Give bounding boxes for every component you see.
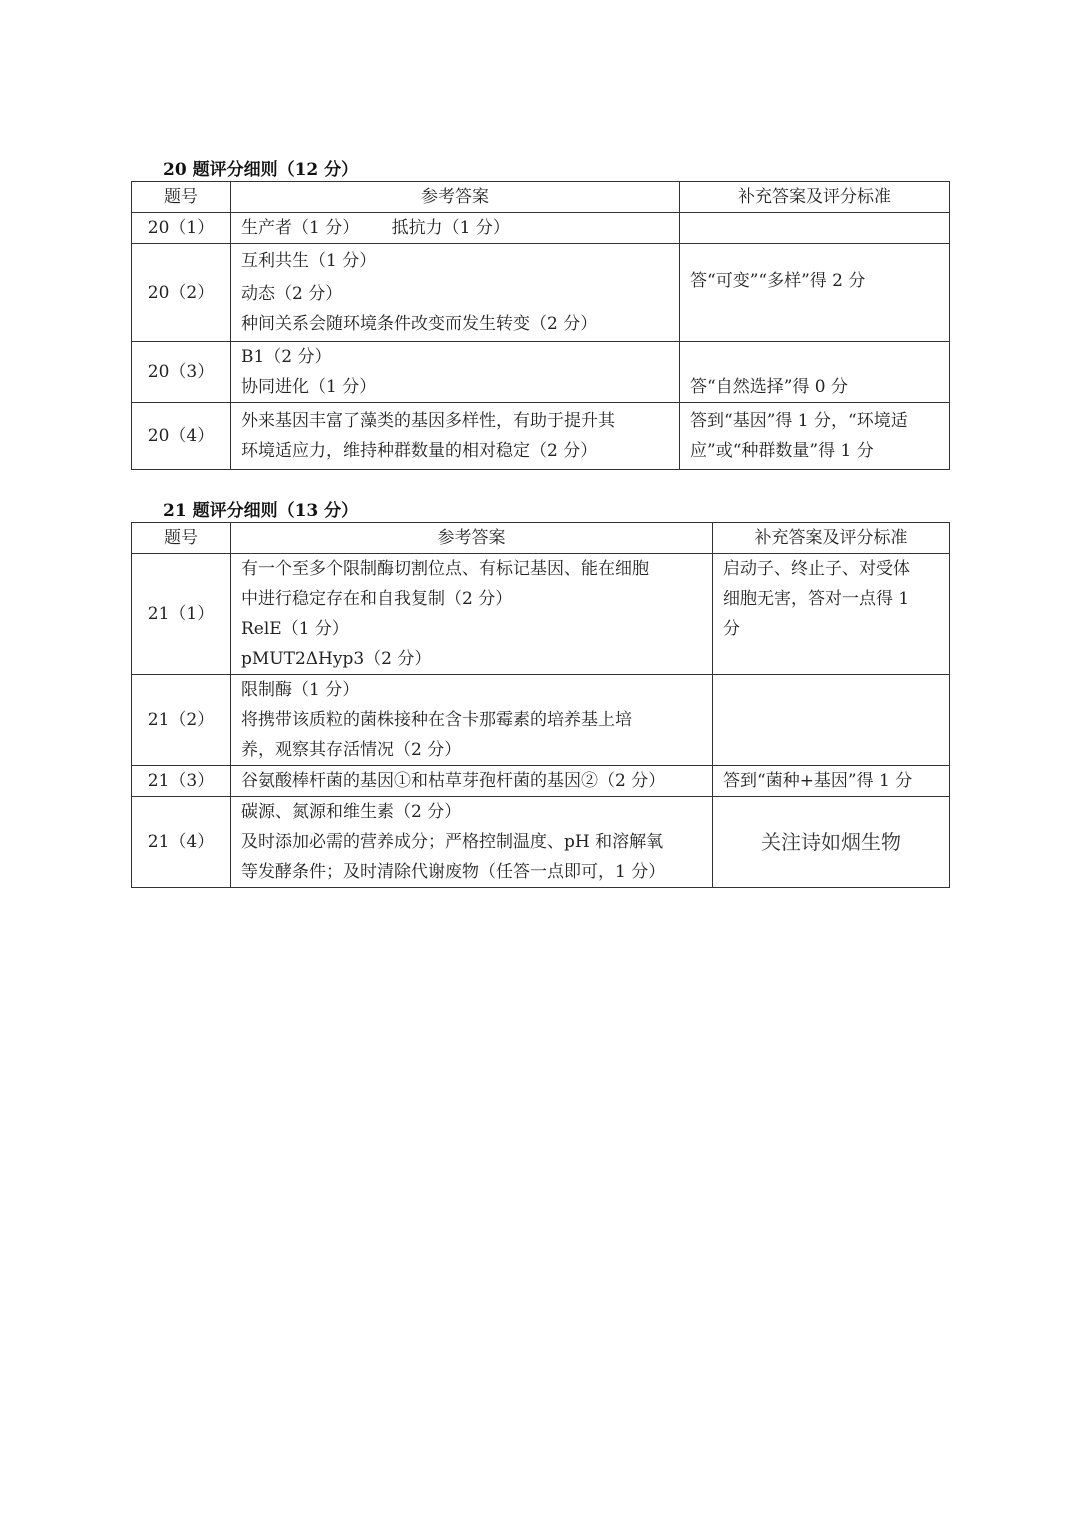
answer-cell <box>231 403 680 470</box>
watermark-text: 关注诗如烟生物 <box>761 830 901 854</box>
extra-line: 应”或“种群数量”得 1 分 <box>690 441 874 461</box>
answer-line: B1（2 分） <box>241 347 332 367</box>
extra-cell <box>713 554 950 675</box>
answer-cell <box>231 244 680 342</box>
extra-cell <box>713 797 950 888</box>
header-question-number: 题号 <box>132 182 231 213</box>
answer-line: 动态（2 分） <box>241 284 343 304</box>
extra-line: 答“可变”“多样”得 2 分 <box>690 271 866 291</box>
table-row <box>132 675 950 766</box>
extra-line: 启动子、终止子、对受体 <box>723 559 910 579</box>
answer-line: 等发酵条件；及时清除代谢废物（任答一点即可，1 分） <box>241 862 666 882</box>
question-number: 21（2） <box>132 675 231 766</box>
header-supplement-criteria: 补充答案及评分标准 <box>680 182 950 213</box>
answer-cell <box>231 797 713 888</box>
extra-cell <box>713 675 950 766</box>
extra-line: 答“自然选择”得 0 分 <box>690 377 849 397</box>
extra-cell <box>680 244 950 342</box>
answer-line: 种间关系会随环境条件改变而发生转变（2 分） <box>241 314 598 334</box>
table-header-row <box>132 523 950 554</box>
header-reference-answer: 参考答案 <box>231 182 680 213</box>
table-row <box>132 213 950 244</box>
table-row <box>132 342 950 403</box>
question-number: 20（2） <box>132 244 231 342</box>
extra-line: 分 <box>723 619 740 639</box>
table-header-row <box>132 182 950 213</box>
answer-line: RelE（1 分） <box>241 619 349 639</box>
answer-line: 环境适应力，维持种群数量的相对稳定（2 分） <box>241 441 598 461</box>
question-number: 21（3） <box>132 766 231 797</box>
extra-cell <box>713 766 950 797</box>
table-row <box>132 244 950 342</box>
question-number: 20（1） <box>132 213 231 244</box>
header-reference-answer: 参考答案 <box>231 523 713 554</box>
extra-cell <box>680 403 950 470</box>
rubric-table-q20 <box>131 181 950 470</box>
extra-cell <box>680 342 950 403</box>
answer-line: 碳源、氮源和维生素（2 分） <box>241 802 462 822</box>
answer-line: 有一个至多个限制酶切割位点、有标记基因、能在细胞 <box>241 559 649 579</box>
table-row <box>132 554 950 675</box>
extra-line: 细胞无害，答对一点得 1 <box>723 589 910 609</box>
answer-cell <box>231 766 713 797</box>
question-number: 20（4） <box>132 403 231 470</box>
answer-line: 将携带该质粒的菌株接种在含卡那霉素的培养基上培 <box>241 710 632 730</box>
question-number: 21（1） <box>132 554 231 675</box>
answer-line: 及时添加必需的营养成分；严格控制温度、pH 和溶解氧 <box>241 832 664 852</box>
answer-line: 中进行稳定存在和自我复制（2 分） <box>241 589 513 609</box>
answer-line: 谷氨酸棒杆菌的基因①和枯草芽孢杆菌的基因②（2 分） <box>241 771 666 791</box>
answer-line: 协同进化（1 分） <box>241 377 377 397</box>
extra-line: 答到“基因”得 1 分，“环境适 <box>690 411 908 431</box>
extra-cell <box>680 213 950 244</box>
answer-line: pMUT2ΔHyp3（2 分） <box>241 649 432 669</box>
answer-cell <box>231 213 680 244</box>
answer-line: 外来基因丰富了藻类的基因多样性，有助于提升其 <box>241 411 615 431</box>
header-supplement-criteria: 补充答案及评分标准 <box>713 523 950 554</box>
answer-cell <box>231 554 713 675</box>
table-row <box>132 797 950 888</box>
table-row <box>132 766 950 797</box>
table-row <box>132 403 950 470</box>
answer-cell <box>231 675 713 766</box>
question-number: 21（4） <box>132 797 231 888</box>
extra-line: 答到“菌种+基因”得 1 分 <box>723 771 913 791</box>
section-title-q21: 21 题评分细则（13 分） <box>163 501 359 521</box>
header-question-number: 题号 <box>132 523 231 554</box>
section-title-q20: 20 题评分细则（12 分） <box>163 160 359 180</box>
answer-line: 限制酶（1 分） <box>241 680 360 700</box>
answer-line: 生产者（1 分） 抵抗力（1 分） <box>241 218 510 238</box>
answer-line: 养，观察其存活情况（2 分） <box>241 740 462 760</box>
answer-line: 互利共生（1 分） <box>241 251 377 271</box>
rubric-table-q21 <box>131 522 950 888</box>
answer-cell <box>231 342 680 403</box>
question-number: 20（3） <box>132 342 231 403</box>
